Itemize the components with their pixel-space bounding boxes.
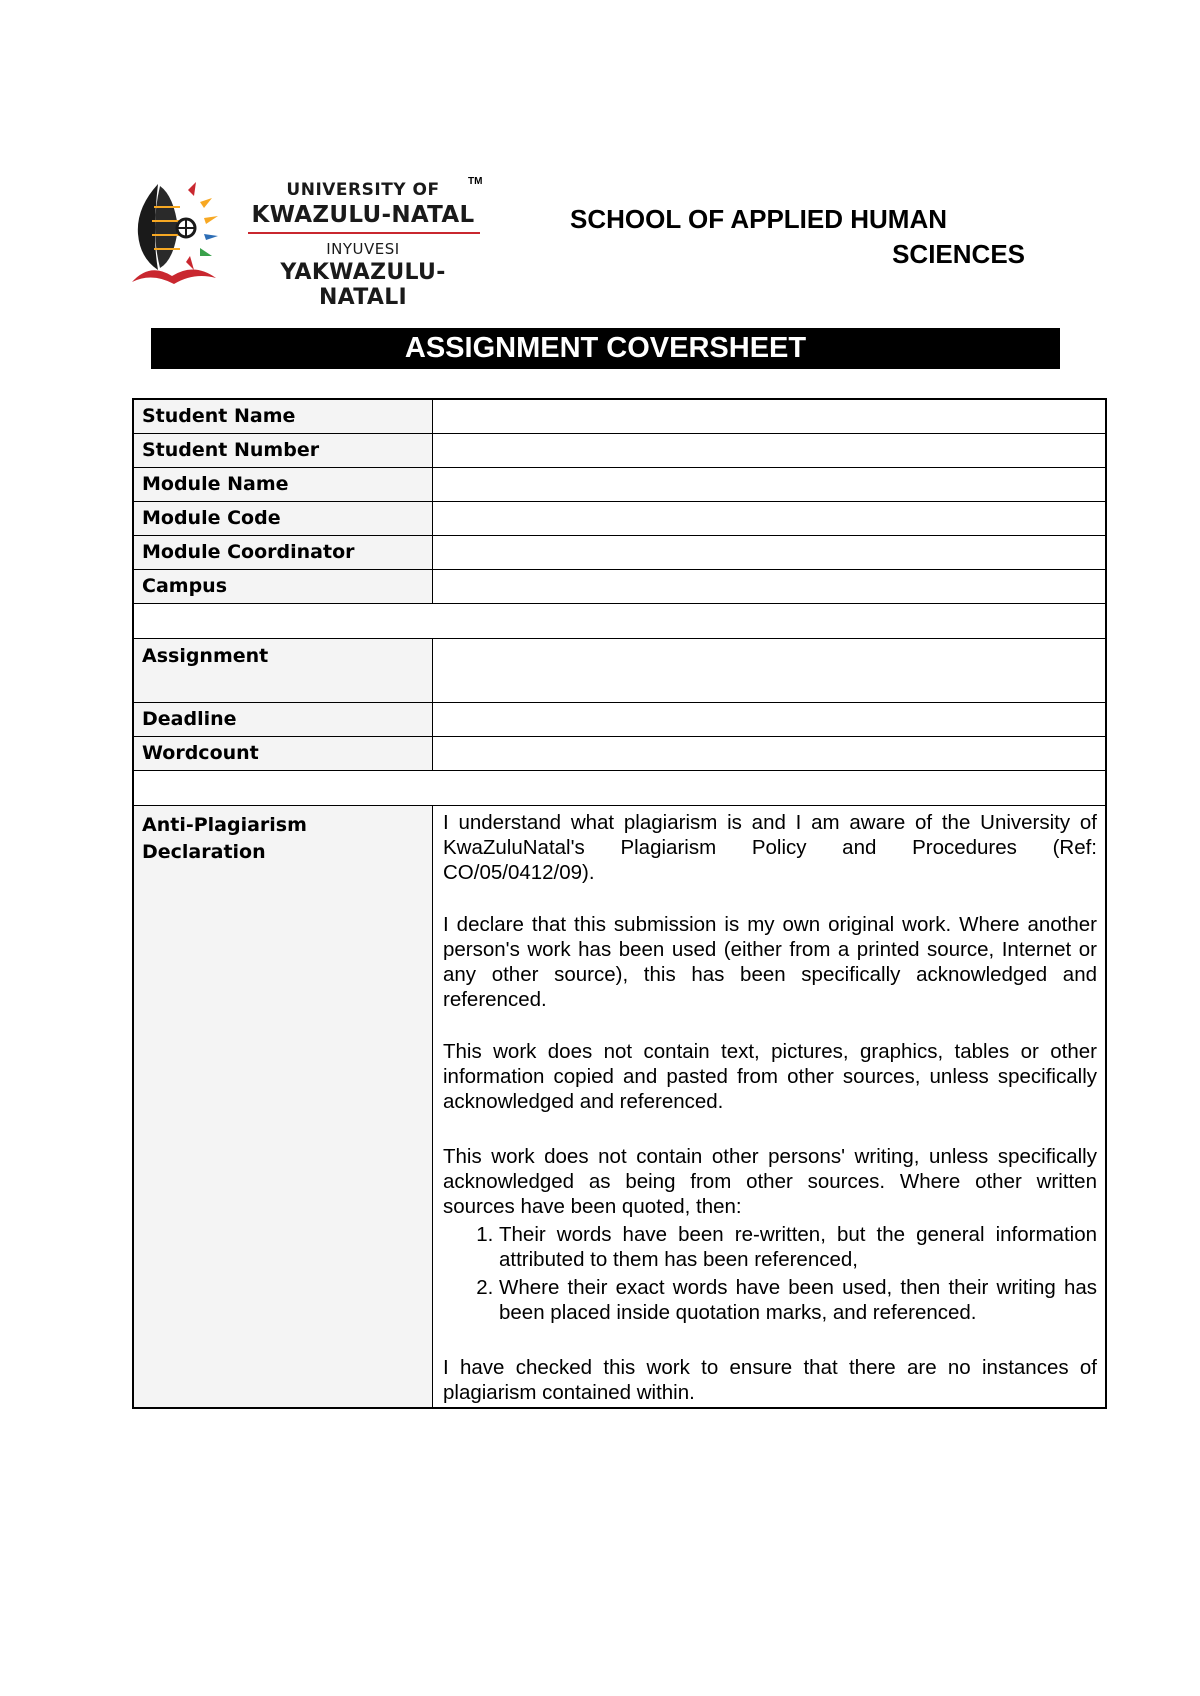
module-coordinator-label: Module Coordinator (133, 535, 433, 569)
declaration-label-line1: Anti-Plagiarism (142, 813, 307, 836)
declaration-list-item: 2. Where their exact words have been used, then their writing has been placed inside quotation marks, and referenced. (499, 1275, 1097, 1325)
student-name-label: Student Name (133, 399, 433, 433)
school-name-line1: SCHOOL OF APPLIED HUMAN (570, 204, 948, 234)
assignment-label: Assignment (133, 638, 433, 702)
logo-trademark: TM (468, 176, 483, 187)
wordcount-field[interactable] (433, 736, 1107, 770)
form-row-module-name (133, 467, 1106, 501)
form-row-assignment (133, 638, 1106, 702)
declaration-text (433, 805, 1107, 1408)
module-name-field[interactable] (433, 467, 1107, 501)
declaration-paragraph-1: I understand what plagiarism is and I am aware of the University of KwaZuluNatal's Plagiarism Policy and Procedures (Ref: CO/05/0412/09). (443, 810, 1097, 884)
module-code-label: Module Code (133, 501, 433, 535)
campus-label: Campus (133, 569, 433, 603)
form-row-campus (133, 569, 1106, 603)
logo-text-university-of: UNIVERSITY OF (286, 180, 440, 200)
school-name (570, 202, 1025, 272)
declaration-list-item: 1. Their words have been re-written, but the general information attributed to them has been referenced, (499, 1222, 1097, 1272)
deadline-label: Deadline (133, 702, 433, 736)
student-number-label: Student Number (133, 433, 433, 467)
logo-divider (248, 232, 480, 234)
declaration-paragraph-5: I have checked this work to ensure that there are no instances of plagiarism contained within. (443, 1355, 1097, 1404)
form-row-student-number (133, 433, 1106, 467)
module-coordinator-field[interactable] (433, 535, 1107, 569)
school-name-line2: SCIENCES (892, 239, 1025, 269)
logo-text-yakwazulu-natali: YAKWAZULU-NATALI (280, 260, 446, 310)
form-row-deadline (133, 702, 1106, 736)
module-name-label: Module Name (133, 467, 433, 501)
form-spacer-row (133, 770, 1106, 805)
form-row-student-name (133, 399, 1106, 433)
declaration-label (133, 805, 433, 1408)
form-spacer-row (133, 603, 1106, 638)
logo-text-inyuvesi: INYUVESI (326, 240, 400, 258)
coversheet-form (132, 398, 1107, 1409)
module-code-field[interactable] (433, 501, 1107, 535)
spacer-cell (133, 770, 1106, 805)
student-number-field[interactable] (433, 433, 1107, 467)
form-row-module-coordinator (133, 535, 1106, 569)
declaration-label-line2: Declaration (142, 840, 266, 863)
form-row-wordcount (133, 736, 1106, 770)
spacer-cell (133, 603, 1106, 638)
student-name-field[interactable] (433, 399, 1107, 433)
assignment-field[interactable] (433, 638, 1107, 702)
logo-text-kwazulu-natal: KWAZULU-NATAL (251, 202, 475, 228)
form-row-module-code (133, 501, 1106, 535)
declaration-paragraph-3: This work does not contain text, pictures, graphics, tables or other information copied and pasted from other sources, unless specifically acknowledged and referenced. (443, 1039, 1097, 1113)
ukzn-emblem-icon (130, 176, 240, 292)
wordcount-label: Wordcount (133, 736, 433, 770)
declaration-list (443, 1222, 1097, 1325)
declaration-paragraph-4: This work does not contain other persons' writing, unless specifically acknowledged as being from other sources. Where other written sources have been quoted, then: (443, 1144, 1097, 1218)
declaration-paragraph-2: I declare that this submission is my own original work. Where another person's work has been used (either from a printed source, Internet or any other source), this has been specifically acknowledged and referenced. (443, 912, 1097, 1011)
form-row-declaration (133, 805, 1106, 1408)
university-logo (130, 176, 490, 310)
page-title: ASSIGNMENT COVERSHEET (151, 328, 1060, 369)
campus-field[interactable] (433, 569, 1107, 603)
deadline-field[interactable] (433, 702, 1107, 736)
